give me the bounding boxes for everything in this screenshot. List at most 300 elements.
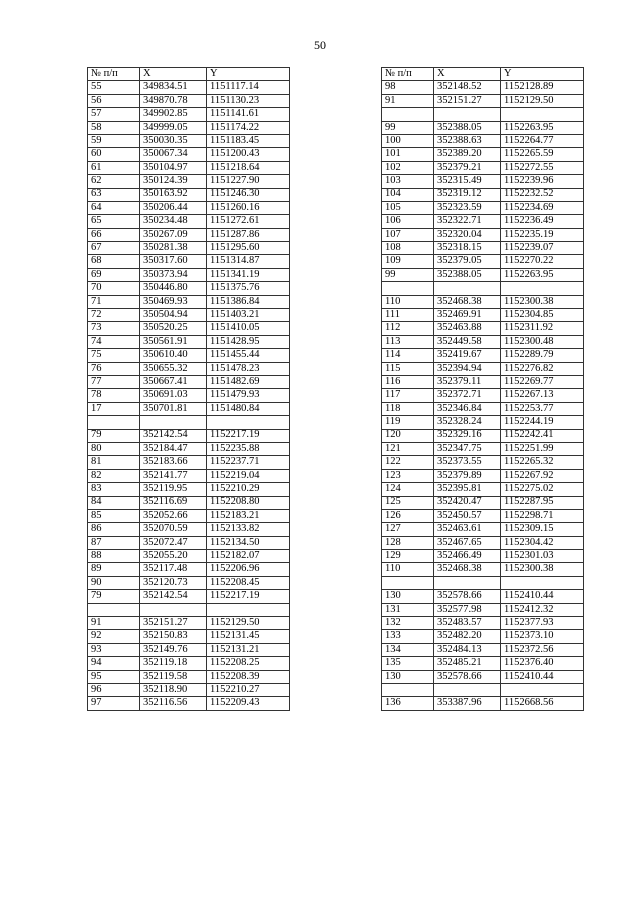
point-number-cell: 71 bbox=[88, 295, 140, 308]
y-coordinate-cell: 1152134.50 bbox=[207, 536, 290, 549]
point-number-cell: 86 bbox=[88, 523, 140, 536]
y-coordinate-cell: 1152217.19 bbox=[207, 590, 290, 603]
y-coordinate-cell: 1152298.71 bbox=[501, 509, 584, 522]
table-row bbox=[382, 121, 584, 134]
x-coordinate-cell: 350504.94 bbox=[140, 309, 207, 322]
y-coordinate-cell: 1151246.30 bbox=[207, 188, 290, 201]
point-number-cell: 119 bbox=[382, 416, 434, 429]
point-number-cell: 103 bbox=[382, 175, 434, 188]
x-coordinate-cell: 352373.55 bbox=[434, 456, 501, 469]
table-row bbox=[382, 175, 584, 188]
table-row bbox=[88, 657, 290, 670]
x-coordinate-cell: 352379.05 bbox=[434, 255, 501, 268]
y-coordinate-cell: 1151428.95 bbox=[207, 335, 290, 348]
table-row bbox=[88, 362, 290, 375]
point-number-cell: 94 bbox=[88, 657, 140, 670]
point-number-cell: 106 bbox=[382, 215, 434, 228]
point-number-cell: 64 bbox=[88, 201, 140, 214]
point-number-cell: 107 bbox=[382, 228, 434, 241]
y-coordinate-cell bbox=[207, 603, 290, 616]
x-coordinate-cell: 352151.27 bbox=[434, 94, 501, 107]
y-coordinate-cell: 1152376.40 bbox=[501, 657, 584, 670]
point-number-cell: 58 bbox=[88, 121, 140, 134]
y-coordinate-cell: 1151218.64 bbox=[207, 161, 290, 174]
table-row bbox=[382, 161, 584, 174]
x-coordinate-cell: 350206.44 bbox=[140, 201, 207, 214]
table-row bbox=[382, 188, 584, 201]
table-row bbox=[88, 483, 290, 496]
x-coordinate-cell: 352119.58 bbox=[140, 670, 207, 683]
table-row bbox=[88, 509, 290, 522]
y-coordinate-cell: 1152232.52 bbox=[501, 188, 584, 201]
y-coordinate-cell: 1152210.27 bbox=[207, 683, 290, 696]
x-coordinate-cell: 352142.54 bbox=[140, 429, 207, 442]
table-row bbox=[88, 683, 290, 696]
point-number-cell: 101 bbox=[382, 148, 434, 161]
x-coordinate-cell: 352315.49 bbox=[434, 175, 501, 188]
y-coordinate-cell: 1152264.77 bbox=[501, 134, 584, 147]
x-coordinate-cell: 352420.47 bbox=[434, 496, 501, 509]
y-coordinate-cell: 1152219.04 bbox=[207, 469, 290, 482]
x-coordinate-cell bbox=[140, 416, 207, 429]
table-row bbox=[382, 657, 584, 670]
y-coordinate-cell: 1152217.19 bbox=[207, 429, 290, 442]
x-coordinate-cell: 350030.35 bbox=[140, 134, 207, 147]
x-coordinate-cell: 352141.77 bbox=[140, 469, 207, 482]
y-coordinate-cell: 1152206.96 bbox=[207, 563, 290, 576]
y-coordinate-cell: 1152209.43 bbox=[207, 697, 290, 710]
table-row bbox=[88, 215, 290, 228]
point-number-cell: 134 bbox=[382, 643, 434, 656]
x-coordinate-cell: 352117.48 bbox=[140, 563, 207, 576]
x-coordinate-cell: 352388.63 bbox=[434, 134, 501, 147]
y-coordinate-cell: 1152208.80 bbox=[207, 496, 290, 509]
point-number-cell: 72 bbox=[88, 309, 140, 322]
y-coordinate-cell: 1152372.56 bbox=[501, 643, 584, 656]
x-coordinate-cell: 352389.20 bbox=[434, 148, 501, 161]
point-number-cell: 117 bbox=[382, 389, 434, 402]
point-number-cell: 79 bbox=[88, 590, 140, 603]
y-coordinate-cell: 1152242.41 bbox=[501, 429, 584, 442]
table-row bbox=[382, 215, 584, 228]
x-coordinate-cell: 352379.21 bbox=[434, 161, 501, 174]
table-row bbox=[382, 402, 584, 415]
x-coordinate-cell: 352484.13 bbox=[434, 643, 501, 656]
point-number-cell: 62 bbox=[88, 175, 140, 188]
point-number-cell: 129 bbox=[382, 550, 434, 563]
point-number-cell: 110 bbox=[382, 563, 434, 576]
y-coordinate-cell bbox=[501, 282, 584, 295]
table-row bbox=[88, 442, 290, 455]
point-number-cell: 56 bbox=[88, 94, 140, 107]
x-coordinate-cell: 352119.18 bbox=[140, 657, 207, 670]
point-number-cell: 88 bbox=[88, 550, 140, 563]
table-row bbox=[382, 416, 584, 429]
y-coordinate-cell: 1152410.44 bbox=[501, 590, 584, 603]
table-row bbox=[382, 134, 584, 147]
x-coordinate-cell: 352577.98 bbox=[434, 603, 501, 616]
point-number-cell: 73 bbox=[88, 322, 140, 335]
table-row bbox=[382, 148, 584, 161]
y-coordinate-cell: 1152275.02 bbox=[501, 483, 584, 496]
table-row bbox=[88, 603, 290, 616]
y-coordinate-cell: 1152269.77 bbox=[501, 375, 584, 388]
table-row bbox=[88, 496, 290, 509]
header-y: Y bbox=[501, 68, 584, 81]
x-coordinate-cell: 352118.90 bbox=[140, 683, 207, 696]
y-coordinate-cell: 1152263.95 bbox=[501, 121, 584, 134]
x-coordinate-cell: 352148.52 bbox=[434, 81, 501, 94]
table-row bbox=[382, 375, 584, 388]
x-coordinate-cell: 352449.58 bbox=[434, 335, 501, 348]
x-coordinate-cell: 349999.05 bbox=[140, 121, 207, 134]
table-row bbox=[382, 349, 584, 362]
point-number-cell: 115 bbox=[382, 362, 434, 375]
y-coordinate-cell: 1152301.03 bbox=[501, 550, 584, 563]
header-x: X bbox=[140, 68, 207, 81]
point-number-cell: 80 bbox=[88, 442, 140, 455]
table-row bbox=[88, 121, 290, 134]
table-row bbox=[88, 389, 290, 402]
x-coordinate-cell: 350124.39 bbox=[140, 175, 207, 188]
table-row bbox=[382, 563, 584, 576]
x-coordinate-cell: 350610.40 bbox=[140, 349, 207, 362]
table-row bbox=[382, 362, 584, 375]
table-row bbox=[88, 349, 290, 362]
x-coordinate-cell: 350234.48 bbox=[140, 215, 207, 228]
x-coordinate-cell: 352578.66 bbox=[434, 670, 501, 683]
y-coordinate-cell bbox=[207, 416, 290, 429]
y-coordinate-cell: 1152311.92 bbox=[501, 322, 584, 335]
point-number-cell: 82 bbox=[88, 469, 140, 482]
point-number-cell: 17 bbox=[88, 402, 140, 415]
table-row bbox=[382, 523, 584, 536]
table-row bbox=[382, 643, 584, 656]
y-coordinate-cell: 1152236.49 bbox=[501, 215, 584, 228]
point-number-cell: 75 bbox=[88, 349, 140, 362]
y-coordinate-cell: 1152265.32 bbox=[501, 456, 584, 469]
x-coordinate-cell: 352346.84 bbox=[434, 402, 501, 415]
point-number-cell: 114 bbox=[382, 349, 434, 362]
point-number-cell: 128 bbox=[382, 536, 434, 549]
y-coordinate-cell: 1151287.86 bbox=[207, 228, 290, 241]
point-number-cell: 84 bbox=[88, 496, 140, 509]
x-coordinate-cell: 352394.94 bbox=[434, 362, 501, 375]
x-coordinate-cell: 352463.61 bbox=[434, 523, 501, 536]
y-coordinate-cell: 1152267.92 bbox=[501, 469, 584, 482]
point-number-cell: 120 bbox=[382, 429, 434, 442]
y-coordinate-cell: 1152300.48 bbox=[501, 335, 584, 348]
x-coordinate-cell: 352323.59 bbox=[434, 201, 501, 214]
y-coordinate-cell: 1152133.82 bbox=[207, 523, 290, 536]
y-coordinate-cell: 1152129.50 bbox=[501, 94, 584, 107]
x-coordinate-cell: 352329.16 bbox=[434, 429, 501, 442]
table-row bbox=[382, 536, 584, 549]
coordinates-table-left bbox=[87, 67, 290, 711]
x-coordinate-cell: 352468.38 bbox=[434, 563, 501, 576]
table-row bbox=[382, 496, 584, 509]
x-coordinate-cell: 352116.56 bbox=[140, 697, 207, 710]
table-row bbox=[88, 523, 290, 536]
x-coordinate-cell: 350520.25 bbox=[140, 322, 207, 335]
y-coordinate-cell: 1151183.45 bbox=[207, 134, 290, 147]
point-number-cell: 60 bbox=[88, 148, 140, 161]
table-row bbox=[382, 108, 584, 121]
y-coordinate-cell: 1152276.82 bbox=[501, 362, 584, 375]
y-coordinate-cell: 1152131.21 bbox=[207, 643, 290, 656]
point-number-cell bbox=[382, 108, 434, 121]
y-coordinate-cell: 1152377.93 bbox=[501, 617, 584, 630]
x-coordinate-cell: 352395.81 bbox=[434, 483, 501, 496]
y-coordinate-cell: 1152235.88 bbox=[207, 442, 290, 455]
x-coordinate-cell: 352469.91 bbox=[434, 309, 501, 322]
y-coordinate-cell: 1151141.61 bbox=[207, 108, 290, 121]
point-number-cell: 133 bbox=[382, 630, 434, 643]
point-number-cell: 104 bbox=[382, 188, 434, 201]
x-coordinate-cell: 352055.20 bbox=[140, 550, 207, 563]
y-coordinate-cell: 1151403.21 bbox=[207, 309, 290, 322]
point-number-cell: 99 bbox=[382, 121, 434, 134]
point-number-cell: 70 bbox=[88, 282, 140, 295]
table-row bbox=[88, 416, 290, 429]
point-number-cell: 105 bbox=[382, 201, 434, 214]
x-coordinate-cell: 352052.66 bbox=[140, 509, 207, 522]
x-coordinate-cell: 352072.47 bbox=[140, 536, 207, 549]
table-row bbox=[382, 322, 584, 335]
point-number-cell: 108 bbox=[382, 242, 434, 255]
x-coordinate-cell: 350067.34 bbox=[140, 148, 207, 161]
header-x: X bbox=[434, 68, 501, 81]
table-row bbox=[88, 456, 290, 469]
point-number-cell bbox=[382, 282, 434, 295]
point-number-cell: 90 bbox=[88, 576, 140, 589]
x-coordinate-cell bbox=[434, 108, 501, 121]
y-coordinate-cell: 1152267.13 bbox=[501, 389, 584, 402]
x-coordinate-cell: 352468.38 bbox=[434, 295, 501, 308]
y-coordinate-cell: 1152304.42 bbox=[501, 536, 584, 549]
point-number-cell: 91 bbox=[88, 617, 140, 630]
point-number-cell: 68 bbox=[88, 255, 140, 268]
x-coordinate-cell: 352485.21 bbox=[434, 657, 501, 670]
x-coordinate-cell: 352466.49 bbox=[434, 550, 501, 563]
y-coordinate-cell: 1152208.39 bbox=[207, 670, 290, 683]
x-coordinate-cell: 353387.96 bbox=[434, 697, 501, 710]
x-coordinate-cell: 350104.97 bbox=[140, 161, 207, 174]
y-coordinate-cell: 1152287.95 bbox=[501, 496, 584, 509]
x-coordinate-cell: 352151.27 bbox=[140, 617, 207, 630]
x-coordinate-cell: 350655.32 bbox=[140, 362, 207, 375]
point-number-cell: 74 bbox=[88, 335, 140, 348]
point-number-cell: 122 bbox=[382, 456, 434, 469]
point-number-cell bbox=[88, 416, 140, 429]
table-row bbox=[382, 456, 584, 469]
point-number-cell: 127 bbox=[382, 523, 434, 536]
header-y: Y bbox=[207, 68, 290, 81]
y-coordinate-cell: 1151272.61 bbox=[207, 215, 290, 228]
x-coordinate-cell: 349834.51 bbox=[140, 81, 207, 94]
y-coordinate-cell: 1152265.59 bbox=[501, 148, 584, 161]
y-coordinate-cell: 1152270.22 bbox=[501, 255, 584, 268]
table-row bbox=[88, 643, 290, 656]
table-row bbox=[382, 268, 584, 281]
table-row bbox=[88, 309, 290, 322]
y-coordinate-cell: 1152251.99 bbox=[501, 442, 584, 455]
x-coordinate-cell: 350446.80 bbox=[140, 282, 207, 295]
x-coordinate-cell: 352419.67 bbox=[434, 349, 501, 362]
table-row bbox=[382, 550, 584, 563]
table-row bbox=[382, 697, 584, 710]
y-coordinate-cell: 1151478.23 bbox=[207, 362, 290, 375]
y-coordinate-cell: 1151227.90 bbox=[207, 175, 290, 188]
x-coordinate-cell: 350691.03 bbox=[140, 389, 207, 402]
y-coordinate-cell: 1151482.69 bbox=[207, 375, 290, 388]
x-coordinate-cell: 350667.41 bbox=[140, 375, 207, 388]
x-coordinate-cell: 352379.89 bbox=[434, 469, 501, 482]
point-number-cell: 67 bbox=[88, 242, 140, 255]
y-coordinate-cell: 1152239.07 bbox=[501, 242, 584, 255]
x-coordinate-cell: 352578.66 bbox=[434, 590, 501, 603]
table-row bbox=[88, 282, 290, 295]
y-coordinate-cell: 1152304.85 bbox=[501, 309, 584, 322]
table-row bbox=[88, 670, 290, 683]
x-coordinate-cell: 352318.15 bbox=[434, 242, 501, 255]
point-number-cell: 92 bbox=[88, 630, 140, 643]
y-coordinate-cell: 1151174.22 bbox=[207, 121, 290, 134]
x-coordinate-cell: 352070.59 bbox=[140, 523, 207, 536]
table-row bbox=[382, 335, 584, 348]
y-coordinate-cell: 1151410.05 bbox=[207, 322, 290, 335]
table-row bbox=[382, 255, 584, 268]
x-coordinate-cell: 352120.73 bbox=[140, 576, 207, 589]
point-number-cell: 95 bbox=[88, 670, 140, 683]
y-coordinate-cell bbox=[501, 108, 584, 121]
x-coordinate-cell bbox=[140, 603, 207, 616]
header-number: № п/п bbox=[88, 68, 140, 81]
point-number-cell: 91 bbox=[382, 94, 434, 107]
table-row bbox=[382, 295, 584, 308]
y-coordinate-cell: 1152235.19 bbox=[501, 228, 584, 241]
page-number: 50 bbox=[314, 38, 326, 52]
y-coordinate-cell: 1152183.21 bbox=[207, 509, 290, 522]
table-row bbox=[382, 282, 584, 295]
y-coordinate-cell: 1152128.89 bbox=[501, 81, 584, 94]
y-coordinate-cell: 1151117.14 bbox=[207, 81, 290, 94]
point-number-cell: 112 bbox=[382, 322, 434, 335]
table-row bbox=[382, 483, 584, 496]
point-number-cell: 135 bbox=[382, 657, 434, 670]
x-coordinate-cell: 352388.05 bbox=[434, 121, 501, 134]
table-row bbox=[88, 697, 290, 710]
point-number-cell: 109 bbox=[382, 255, 434, 268]
y-coordinate-cell: 1151479.93 bbox=[207, 389, 290, 402]
y-coordinate-cell: 1152668.56 bbox=[501, 697, 584, 710]
x-coordinate-cell: 352183.66 bbox=[140, 456, 207, 469]
y-coordinate-cell bbox=[501, 576, 584, 589]
x-coordinate-cell: 352319.12 bbox=[434, 188, 501, 201]
x-coordinate-cell: 352463.88 bbox=[434, 322, 501, 335]
table-row bbox=[88, 563, 290, 576]
point-number-cell: 130 bbox=[382, 590, 434, 603]
table-row bbox=[88, 108, 290, 121]
point-number-cell: 83 bbox=[88, 483, 140, 496]
point-number-cell: 76 bbox=[88, 362, 140, 375]
table-row bbox=[88, 617, 290, 630]
x-coordinate-cell: 352320.04 bbox=[434, 228, 501, 241]
y-coordinate-cell: 1152309.15 bbox=[501, 523, 584, 536]
table-row bbox=[88, 148, 290, 161]
point-number-cell: 85 bbox=[88, 509, 140, 522]
table-row bbox=[88, 81, 290, 94]
table-row bbox=[88, 228, 290, 241]
x-coordinate-cell: 352483.57 bbox=[434, 617, 501, 630]
x-coordinate-cell: 350317.60 bbox=[140, 255, 207, 268]
table-row bbox=[88, 429, 290, 442]
point-number-cell: 55 bbox=[88, 81, 140, 94]
y-coordinate-cell: 1152208.25 bbox=[207, 657, 290, 670]
point-number-cell: 99 bbox=[382, 268, 434, 281]
table-row bbox=[88, 295, 290, 308]
y-coordinate-cell: 1151314.87 bbox=[207, 255, 290, 268]
point-number-cell: 102 bbox=[382, 161, 434, 174]
table-header-row bbox=[88, 68, 290, 81]
point-number-cell bbox=[382, 683, 434, 696]
y-coordinate-cell: 1152182.07 bbox=[207, 550, 290, 563]
point-number-cell: 97 bbox=[88, 697, 140, 710]
point-number-cell: 125 bbox=[382, 496, 434, 509]
y-coordinate-cell: 1152289.79 bbox=[501, 349, 584, 362]
point-number-cell: 132 bbox=[382, 617, 434, 630]
point-number-cell: 87 bbox=[88, 536, 140, 549]
y-coordinate-cell: 1151375.76 bbox=[207, 282, 290, 295]
y-coordinate-cell: 1151341.19 bbox=[207, 268, 290, 281]
y-coordinate-cell: 1151455.44 bbox=[207, 349, 290, 362]
x-coordinate-cell: 352119.95 bbox=[140, 483, 207, 496]
x-coordinate-cell: 350701.81 bbox=[140, 402, 207, 415]
table-row bbox=[88, 630, 290, 643]
table-row bbox=[382, 603, 584, 616]
y-coordinate-cell: 1152208.45 bbox=[207, 576, 290, 589]
header-number: № п/п bbox=[382, 68, 434, 81]
x-coordinate-cell: 350561.91 bbox=[140, 335, 207, 348]
y-coordinate-cell: 1152410.44 bbox=[501, 670, 584, 683]
table-row bbox=[382, 590, 584, 603]
point-number-cell bbox=[88, 603, 140, 616]
y-coordinate-cell: 1151200.43 bbox=[207, 148, 290, 161]
y-coordinate-cell: 1152253.77 bbox=[501, 402, 584, 415]
table-row bbox=[382, 228, 584, 241]
point-number-cell bbox=[382, 576, 434, 589]
x-coordinate-cell: 350267.09 bbox=[140, 228, 207, 241]
table-row bbox=[382, 81, 584, 94]
table-row bbox=[88, 188, 290, 201]
table-row bbox=[88, 375, 290, 388]
table-row bbox=[88, 402, 290, 415]
table-row bbox=[382, 617, 584, 630]
y-coordinate-cell: 1152373.10 bbox=[501, 630, 584, 643]
point-number-cell: 93 bbox=[88, 643, 140, 656]
coordinates-table-right bbox=[381, 67, 584, 711]
x-coordinate-cell: 349870.78 bbox=[140, 94, 207, 107]
point-number-cell: 116 bbox=[382, 375, 434, 388]
x-coordinate-cell: 352142.54 bbox=[140, 590, 207, 603]
x-coordinate-cell: 352379.11 bbox=[434, 375, 501, 388]
x-coordinate-cell: 350469.93 bbox=[140, 295, 207, 308]
table-row bbox=[382, 670, 584, 683]
point-number-cell: 130 bbox=[382, 670, 434, 683]
point-number-cell: 118 bbox=[382, 402, 434, 415]
point-number-cell: 136 bbox=[382, 697, 434, 710]
point-number-cell: 121 bbox=[382, 442, 434, 455]
